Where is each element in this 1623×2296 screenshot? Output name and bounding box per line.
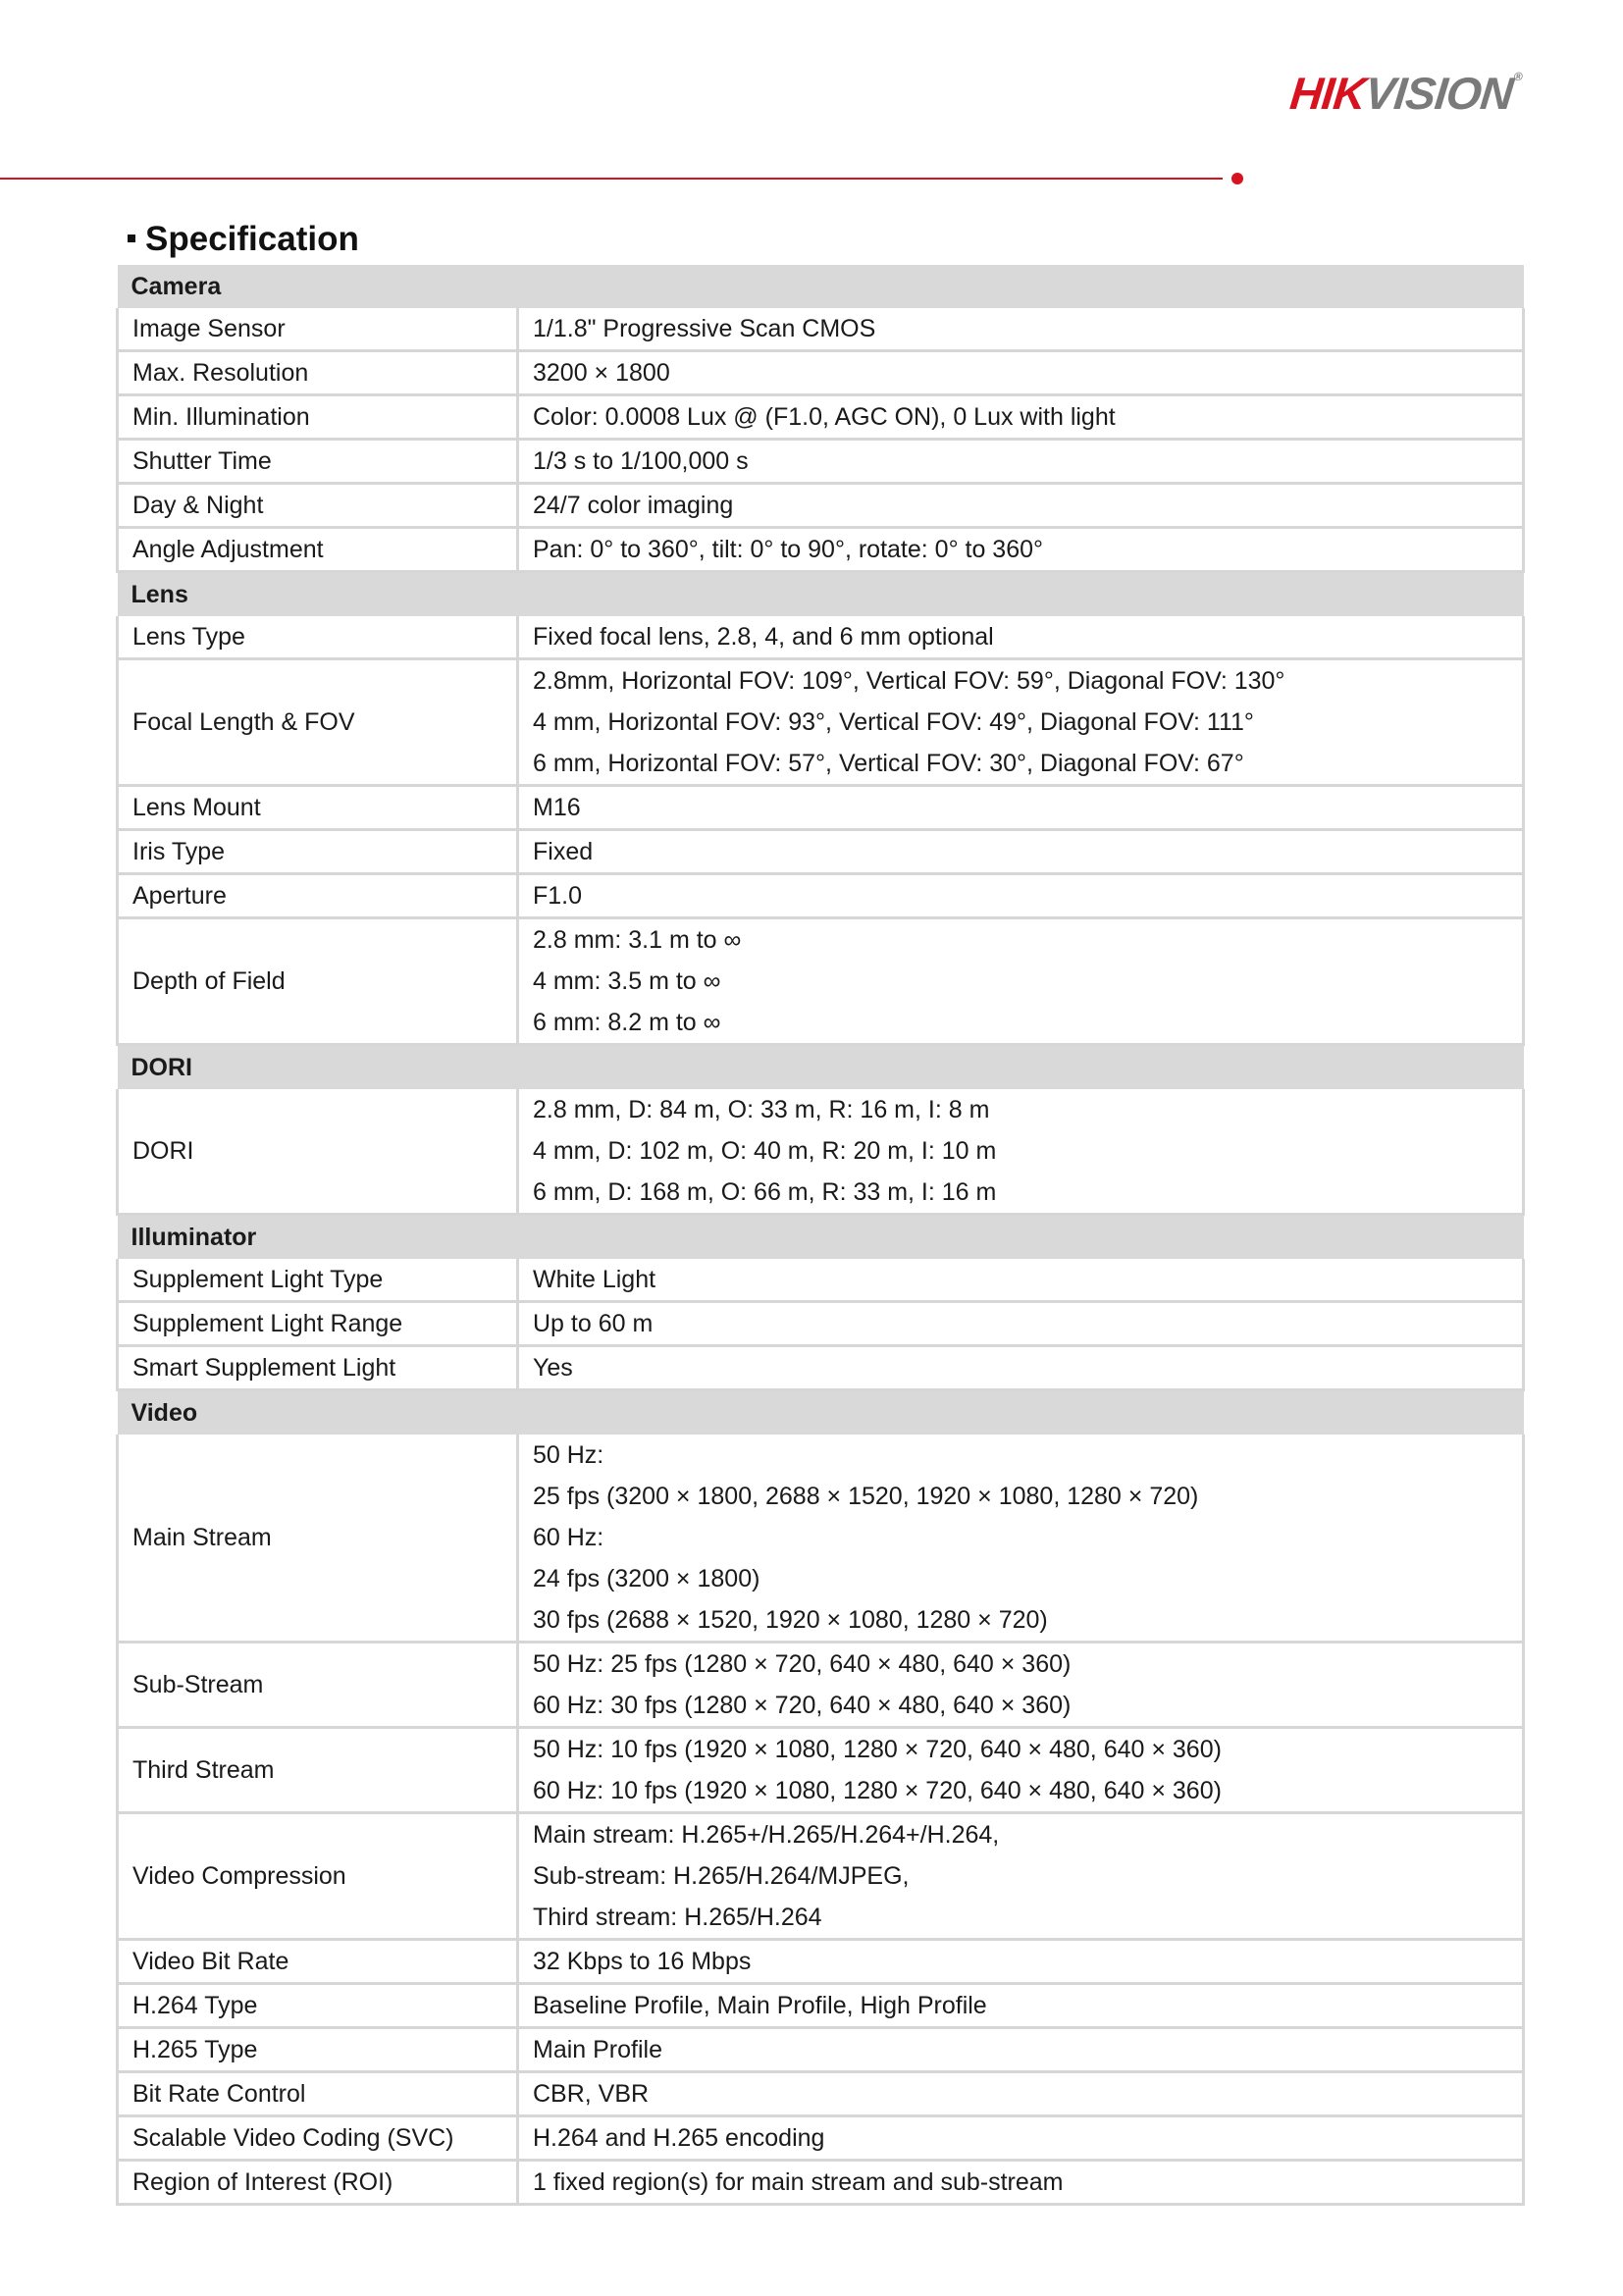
- spec-row: [118, 2072, 1524, 2116]
- category-label: Camera: [118, 265, 1524, 308]
- spec-key: Lens Type: [118, 616, 518, 659]
- spec-value: [518, 308, 1524, 351]
- spec-value: [518, 616, 1524, 659]
- spec-value-line: H.264 and H.265 encoding: [533, 2124, 825, 2152]
- spec-value-line: 24/7 color imaging: [533, 492, 734, 519]
- spec-value: [518, 528, 1524, 572]
- spec-value-line: 2.8 mm, D: 84 m, O: 33 m, R: 16 m, I: 8 m: [533, 1096, 990, 1123]
- spec-row: [118, 786, 1524, 830]
- spec-value-line: White Light: [533, 1266, 656, 1293]
- spec-value-line: Pan: 0° to 360°, tilt: 0° to 90°, rotate: 0° to 360°: [533, 536, 1044, 563]
- spec-key: Shutter Time: [118, 440, 518, 484]
- spec-row: [118, 918, 1524, 1045]
- spec-value-line: 32 Kbps to 16 Mbps: [533, 1948, 752, 1975]
- spec-key: Sub-Stream: [118, 1643, 518, 1728]
- spec-row: [118, 1984, 1524, 2028]
- section-heading: [128, 222, 359, 256]
- spec-value: [518, 1728, 1524, 1813]
- spec-value: [518, 2161, 1524, 2205]
- category-label: Lens: [118, 572, 1524, 617]
- header-divider-dot: [1231, 173, 1243, 184]
- spec-key: Video Bit Rate: [118, 1940, 518, 1984]
- spec-row: [118, 351, 1524, 395]
- spec-value-line: Yes: [533, 1354, 573, 1382]
- spec-value-line: 60 Hz: 10 fps (1920 × 1080, 1280 × 720, 640 × 480, 640 × 360): [533, 1777, 1222, 1804]
- spec-key: H.265 Type: [118, 2028, 518, 2072]
- spec-key: Focal Length & FOV: [118, 659, 518, 786]
- spec-key: Angle Adjustment: [118, 528, 518, 572]
- spec-key: Iris Type: [118, 830, 518, 874]
- registered-mark-icon: ®: [1513, 70, 1523, 83]
- category-row: [118, 1390, 1524, 1435]
- spec-value-line: 4 mm: 3.5 m to ∞: [533, 967, 721, 995]
- category-label: DORI: [118, 1045, 1524, 1090]
- spec-value: [518, 830, 1524, 874]
- spec-key: Region of Interest (ROI): [118, 2161, 518, 2205]
- spec-value-line: 60 Hz: 30 fps (1280 × 720, 640 × 480, 640 × 360): [533, 1692, 1072, 1719]
- spec-key: Third Stream: [118, 1728, 518, 1813]
- spec-key: Aperture: [118, 874, 518, 918]
- spec-row: [118, 874, 1524, 918]
- spec-key: Day & Night: [118, 484, 518, 528]
- category-row: [118, 572, 1524, 617]
- spec-key: Supplement Light Type: [118, 1259, 518, 1302]
- spec-row: [118, 1728, 1524, 1813]
- spec-key: Supplement Light Range: [118, 1302, 518, 1346]
- spec-value: [518, 2028, 1524, 2072]
- spec-value: [518, 351, 1524, 395]
- hikvision-logo: [1287, 68, 1523, 119]
- spec-value: [518, 440, 1524, 484]
- spec-value-line: 25 fps (3200 × 1800, 2688 × 1520, 1920 × 1080, 1280 × 720): [533, 1483, 1199, 1510]
- spec-row: [118, 830, 1524, 874]
- specification-table: [116, 265, 1525, 2206]
- spec-value-line: 1 fixed region(s) for main stream and sub-stream: [533, 2168, 1064, 2196]
- spec-value-line: 60 Hz:: [533, 1524, 604, 1551]
- category-label: Illuminator: [118, 1215, 1524, 1260]
- spec-value: [518, 1259, 1524, 1302]
- spec-row: [118, 440, 1524, 484]
- spec-value-line: Baseline Profile, Main Profile, High Profile: [533, 1992, 987, 2019]
- spec-row: [118, 1346, 1524, 1390]
- spec-value: [518, 659, 1524, 786]
- spec-row: [118, 1435, 1524, 1643]
- spec-value-line: Up to 60 m: [533, 1310, 654, 1337]
- spec-row: [118, 1643, 1524, 1728]
- spec-value: [518, 1643, 1524, 1728]
- spec-row: [118, 2116, 1524, 2161]
- spec-value-line: CBR, VBR: [533, 2080, 650, 2108]
- spec-row: [118, 1940, 1524, 1984]
- spec-value: [518, 395, 1524, 440]
- spec-key: Max. Resolution: [118, 351, 518, 395]
- spec-value-line: 1/3 s to 1/100,000 s: [533, 447, 749, 475]
- spec-value-line: 30 fps (2688 × 1520, 1920 × 1080, 1280 × 720): [533, 1606, 1048, 1634]
- spec-row: [118, 1259, 1524, 1302]
- category-row: [118, 265, 1524, 308]
- spec-value: [518, 918, 1524, 1045]
- spec-key: Image Sensor: [118, 308, 518, 351]
- spec-value: [518, 1940, 1524, 1984]
- square-bullet-icon: [128, 235, 135, 242]
- spec-value-line: Main Profile: [533, 2036, 662, 2063]
- spec-value: [518, 1435, 1524, 1643]
- spec-value-line: 50 Hz: 25 fps (1280 × 720, 640 × 480, 640 × 360): [533, 1650, 1072, 1678]
- spec-value-line: 6 mm: 8.2 m to ∞: [533, 1009, 721, 1036]
- spec-row: [118, 1089, 1524, 1215]
- spec-value-line: 3200 × 1800: [533, 359, 670, 387]
- spec-row: [118, 528, 1524, 572]
- spec-row: [118, 2161, 1524, 2205]
- spec-row: [118, 1302, 1524, 1346]
- spec-value: [518, 786, 1524, 830]
- spec-value-line: 24 fps (3200 × 1800): [533, 1565, 760, 1592]
- spec-row: [118, 395, 1524, 440]
- spec-value-line: 4 mm, Horizontal FOV: 93°, Vertical FOV: 49°, Diagonal FOV: 111°: [533, 708, 1254, 736]
- spec-value-line: M16: [533, 794, 581, 821]
- spec-value-line: Fixed focal lens, 2.8, 4, and 6 mm optional: [533, 623, 994, 651]
- spec-value-line: 50 Hz:: [533, 1441, 604, 1469]
- section-title-text: Specification: [145, 220, 359, 258]
- spec-value: [518, 2116, 1524, 2161]
- spec-value-line: Third stream: H.265/H.264: [533, 1904, 822, 1931]
- spec-row: [118, 1813, 1524, 1940]
- spec-key: Min. Illumination: [118, 395, 518, 440]
- spec-row: [118, 308, 1524, 351]
- spec-value-line: 2.8 mm: 3.1 m to ∞: [533, 926, 742, 954]
- spec-value: [518, 1089, 1524, 1215]
- spec-value-line: 1/1.8" Progressive Scan CMOS: [533, 315, 876, 342]
- header-divider: [0, 178, 1223, 180]
- spec-value: [518, 2072, 1524, 2116]
- spec-value: [518, 484, 1524, 528]
- category-row: [118, 1215, 1524, 1260]
- spec-row: [118, 2028, 1524, 2072]
- spec-value: [518, 1346, 1524, 1390]
- spec-value-line: Sub-stream: H.265/H.264/MJPEG,: [533, 1862, 910, 1890]
- logo-text-hik: HIK: [1287, 68, 1368, 119]
- spec-value-line: F1.0: [533, 882, 583, 910]
- spec-key: Bit Rate Control: [118, 2072, 518, 2116]
- spec-value-line: 50 Hz: 10 fps (1920 × 1080, 1280 × 720, 640 × 480, 640 × 360): [533, 1736, 1222, 1763]
- spec-value-line: 2.8mm, Horizontal FOV: 109°, Vertical FOV: 59°, Diagonal FOV: 130°: [533, 667, 1285, 695]
- spec-key: H.264 Type: [118, 1984, 518, 2028]
- logo-text-vision: VISION: [1362, 68, 1515, 119]
- spec-key: Main Stream: [118, 1435, 518, 1643]
- spec-value-line: 6 mm, D: 168 m, O: 66 m, R: 33 m, I: 16 m: [533, 1178, 997, 1206]
- spec-value-line: Color: 0.0008 Lux @ (F1.0, AGC ON), 0 Lux with light: [533, 403, 1116, 431]
- spec-key: Depth of Field: [118, 918, 518, 1045]
- spec-value: [518, 1984, 1524, 2028]
- spec-value-line: Fixed: [533, 838, 594, 865]
- spec-value: [518, 1302, 1524, 1346]
- spec-key: Video Compression: [118, 1813, 518, 1940]
- spec-value: [518, 874, 1524, 918]
- spec-value-line: Main stream: H.265+/H.265/H.264+/H.264,: [533, 1821, 1000, 1849]
- spec-value-line: 4 mm, D: 102 m, O: 40 m, R: 20 m, I: 10 m: [533, 1137, 997, 1165]
- spec-row: [118, 616, 1524, 659]
- spec-key: Lens Mount: [118, 786, 518, 830]
- spec-row: [118, 484, 1524, 528]
- spec-value: [518, 1813, 1524, 1940]
- category-row: [118, 1045, 1524, 1090]
- spec-key: Smart Supplement Light: [118, 1346, 518, 1390]
- spec-key: Scalable Video Coding (SVC): [118, 2116, 518, 2161]
- category-label: Video: [118, 1390, 1524, 1435]
- spec-row: [118, 659, 1524, 786]
- spec-value-line: 6 mm, Horizontal FOV: 57°, Vertical FOV: 30°, Diagonal FOV: 67°: [533, 750, 1244, 777]
- spec-key: DORI: [118, 1089, 518, 1215]
